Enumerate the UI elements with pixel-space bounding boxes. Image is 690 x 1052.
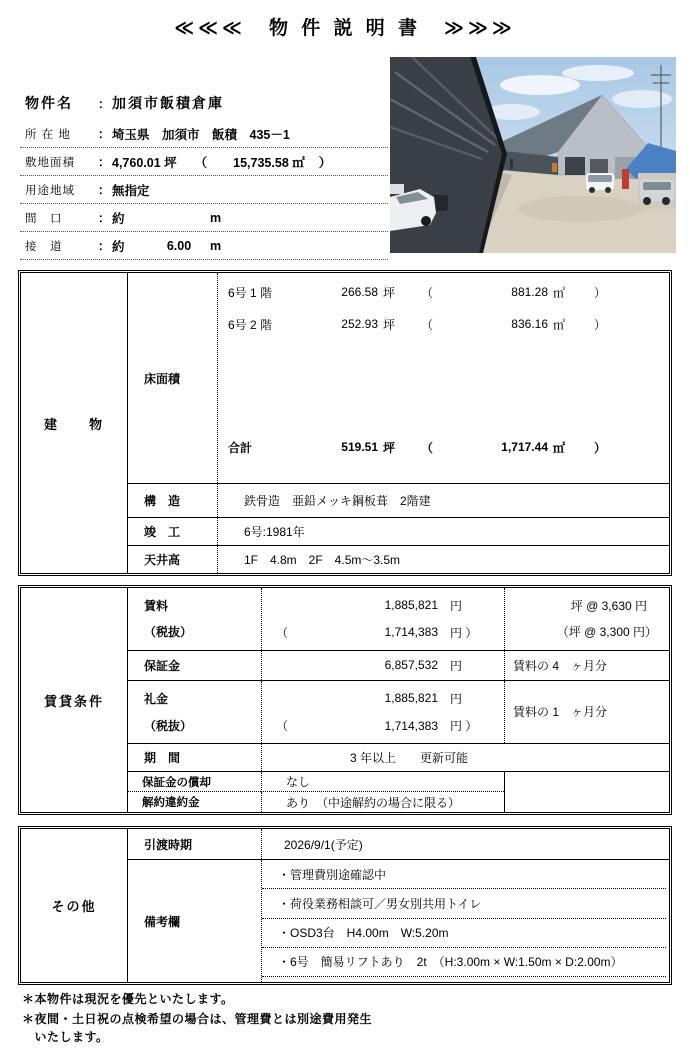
handover-label: 引渡時期 xyxy=(144,837,193,852)
rent-tax-label: （税抜） xyxy=(144,625,193,640)
summary-row-road xyxy=(20,232,388,260)
other-table xyxy=(18,826,672,985)
footnote-1: ＊本物件は現況を優先といたします。 xyxy=(22,992,234,1006)
colon: ： xyxy=(97,155,110,169)
frontage-unit: m xyxy=(210,210,222,225)
frontage-approx: 約 xyxy=(112,211,125,226)
other-group-label: その他 xyxy=(21,829,128,982)
deposit-note: 賃料の 4 ヶ月分 xyxy=(513,658,608,673)
rent-per-tsubo-ex-tax: （坪 @ 3,300 円） xyxy=(556,625,657,640)
ceiling-value: 1F 4.8m 2F 4.5m～3.5m xyxy=(217,546,669,573)
total-label: 合計 xyxy=(228,440,253,455)
floor-line-1 xyxy=(218,282,669,302)
colon: ： xyxy=(97,239,110,253)
page-title: ≪≪≪ 物 件 説 明 書 ≫≫≫ xyxy=(174,18,516,39)
deposit-label: 保証金 xyxy=(144,658,181,673)
footnote-2: ＊夜間・土日祝の点検希望の場合は、管理費とは別途費用発生 xyxy=(22,1012,373,1026)
paren-open: （ xyxy=(194,155,208,170)
cancellation-value: あり （中途解約の場合に限る） xyxy=(261,792,504,812)
completion-row xyxy=(128,517,669,545)
remark-item: ・管理費別途確認中 xyxy=(262,860,666,889)
tsubo-unit: 坪 xyxy=(383,317,396,332)
yen-unit: 円 xyxy=(450,691,463,706)
yen-unit: 円 xyxy=(450,598,463,613)
colon: ： xyxy=(97,96,110,111)
yen-unit: 円 xyxy=(450,658,463,673)
yen-unit: 円 ） xyxy=(450,625,478,640)
paren-open: （ xyxy=(420,440,433,455)
term-value: 3 年以上 更新可能 xyxy=(261,744,669,771)
road-approx: 約 xyxy=(112,239,125,254)
zoning-value: 無指定 xyxy=(112,183,150,198)
summary-row-frontage xyxy=(20,204,388,232)
key-money-note: 賃料の 1 ヶ月分 xyxy=(513,705,608,720)
completion-value: 6号:1981年 xyxy=(217,518,669,545)
floor-area-row xyxy=(128,273,669,483)
floor-m2: 836.16 xyxy=(511,317,548,331)
total-tsubo: 519.51 xyxy=(341,440,378,454)
summary-row-land-area xyxy=(20,148,388,176)
rent-amount-ex-tax: 1,714,383 xyxy=(384,625,438,640)
frontage-label: 間 口 xyxy=(25,212,63,225)
remark-item: ・荷役業務相談可／男女別共用トイレ xyxy=(262,889,666,918)
paren-close: ） xyxy=(593,317,606,332)
colon: ： xyxy=(97,183,110,197)
cancellation-label: 解約違約金 xyxy=(142,797,200,810)
paren-open: （ xyxy=(275,719,288,734)
lease-group-label: 賃貸条件 xyxy=(21,588,128,812)
tsubo-unit: 坪 xyxy=(383,285,396,300)
paren-open: （ xyxy=(420,317,433,332)
paren-open: （ xyxy=(420,285,433,300)
key-money-label: 礼金 xyxy=(144,692,169,707)
key-money-row xyxy=(128,680,669,744)
floor-name: 6号 2 階 xyxy=(228,317,273,332)
rent-amount: 1,885,821 xyxy=(384,598,438,613)
deposit-amortization-rows xyxy=(128,771,669,812)
total-m2: 1,717.44 xyxy=(501,440,548,454)
tsubo-unit: 坪 xyxy=(383,440,396,455)
footnote-3: いたします。 xyxy=(22,1030,109,1044)
zoning-label: 用途地域 xyxy=(25,184,75,197)
road-value: 6.00 xyxy=(166,238,192,253)
remarks-row xyxy=(128,859,669,982)
structure-label: 構 造 xyxy=(144,494,181,508)
handover-value: 2026/9/1(予定) xyxy=(261,829,669,859)
address-label: 所 在 地 xyxy=(25,128,71,141)
remarks-label: 備考欄 xyxy=(144,914,181,929)
floor-m2: 881.28 xyxy=(511,285,548,299)
key-money-tax-label: （税抜） xyxy=(144,718,193,733)
property-summary xyxy=(20,86,388,260)
m2-unit: ㎡ xyxy=(553,440,566,455)
rent-ex-tax-line xyxy=(262,622,504,642)
rent-row xyxy=(128,588,669,650)
land-area-m2: 15,735.58 ㎡ xyxy=(233,155,305,170)
summary-row-zoning xyxy=(20,176,388,204)
deposit-amount: 6,857,532 xyxy=(384,658,438,673)
rent-label: 賃料 xyxy=(144,599,169,614)
summary-row-address xyxy=(20,120,388,148)
land-area-tsubo: 4,760.01 坪 xyxy=(112,155,177,170)
paren-open: （ xyxy=(275,625,288,640)
key-money-amount-ex-tax: 1,714,383 xyxy=(384,718,438,733)
lease-table xyxy=(18,585,672,815)
key-money-amount-line xyxy=(262,688,504,708)
term-row xyxy=(128,743,669,771)
paren-close: ） xyxy=(593,285,606,300)
floor-tsubo: 266.58 xyxy=(341,285,378,299)
deposit-row xyxy=(128,650,669,680)
floor-tsubo: 252.93 xyxy=(341,317,378,331)
m2-unit: ㎡ xyxy=(553,285,566,300)
paren-close: ） xyxy=(593,440,606,455)
floor-total-line xyxy=(218,437,669,457)
m2-unit: ㎡ xyxy=(553,317,566,332)
remark-item: ・6号 簡易リフトあり 2t （H:3.00m × W:1.50m × D:2.00m） xyxy=(262,948,666,977)
floor-area-label: 床面積 xyxy=(144,371,181,386)
remark-item: ・OSD3台 H4.00m W:5.20m xyxy=(262,919,666,948)
term-label: 期 間 xyxy=(144,751,181,766)
building-table xyxy=(18,270,672,576)
colon: ： xyxy=(97,211,110,225)
building-group-label: 建 物 xyxy=(21,273,128,573)
ceiling-label: 天井高 xyxy=(144,553,181,567)
handover-row xyxy=(128,829,669,859)
rent-amount-line xyxy=(262,595,504,615)
rent-per-tsubo: 坪 @ 3,630 円 xyxy=(570,599,647,614)
floor-line-2 xyxy=(218,314,669,334)
summary-row-name xyxy=(20,86,388,120)
land-area-label: 敷地面積 xyxy=(25,156,75,169)
empty-cell xyxy=(504,772,669,812)
colon: ： xyxy=(97,127,110,141)
key-money-amount: 1,885,821 xyxy=(384,691,438,706)
amortization-value: なし xyxy=(261,772,504,792)
structure-value: 鉄骨造 亜鉛メッキ鋼板葺 2階建 xyxy=(217,484,669,517)
yen-unit: 円 ） xyxy=(450,719,478,734)
property-name-value: 加須市飯積倉庫 xyxy=(112,95,224,111)
property-name-label: 物件名 xyxy=(25,95,73,111)
structure-row xyxy=(128,483,669,517)
property-photo xyxy=(390,57,676,253)
completion-label: 竣 工 xyxy=(144,525,181,539)
amortization-label: 保証金の償却 xyxy=(128,772,261,792)
floor-name: 6号 1 階 xyxy=(228,285,273,300)
paren-close: ） xyxy=(318,155,332,170)
deposit-amount-line xyxy=(262,655,504,675)
ceiling-row xyxy=(128,545,669,573)
address-value: 埼玉県 加須市 飯積 435－1 xyxy=(112,127,290,142)
key-money-ex-tax-line xyxy=(262,716,504,736)
road-label: 接 道 xyxy=(25,240,63,253)
road-unit: m xyxy=(210,238,222,253)
